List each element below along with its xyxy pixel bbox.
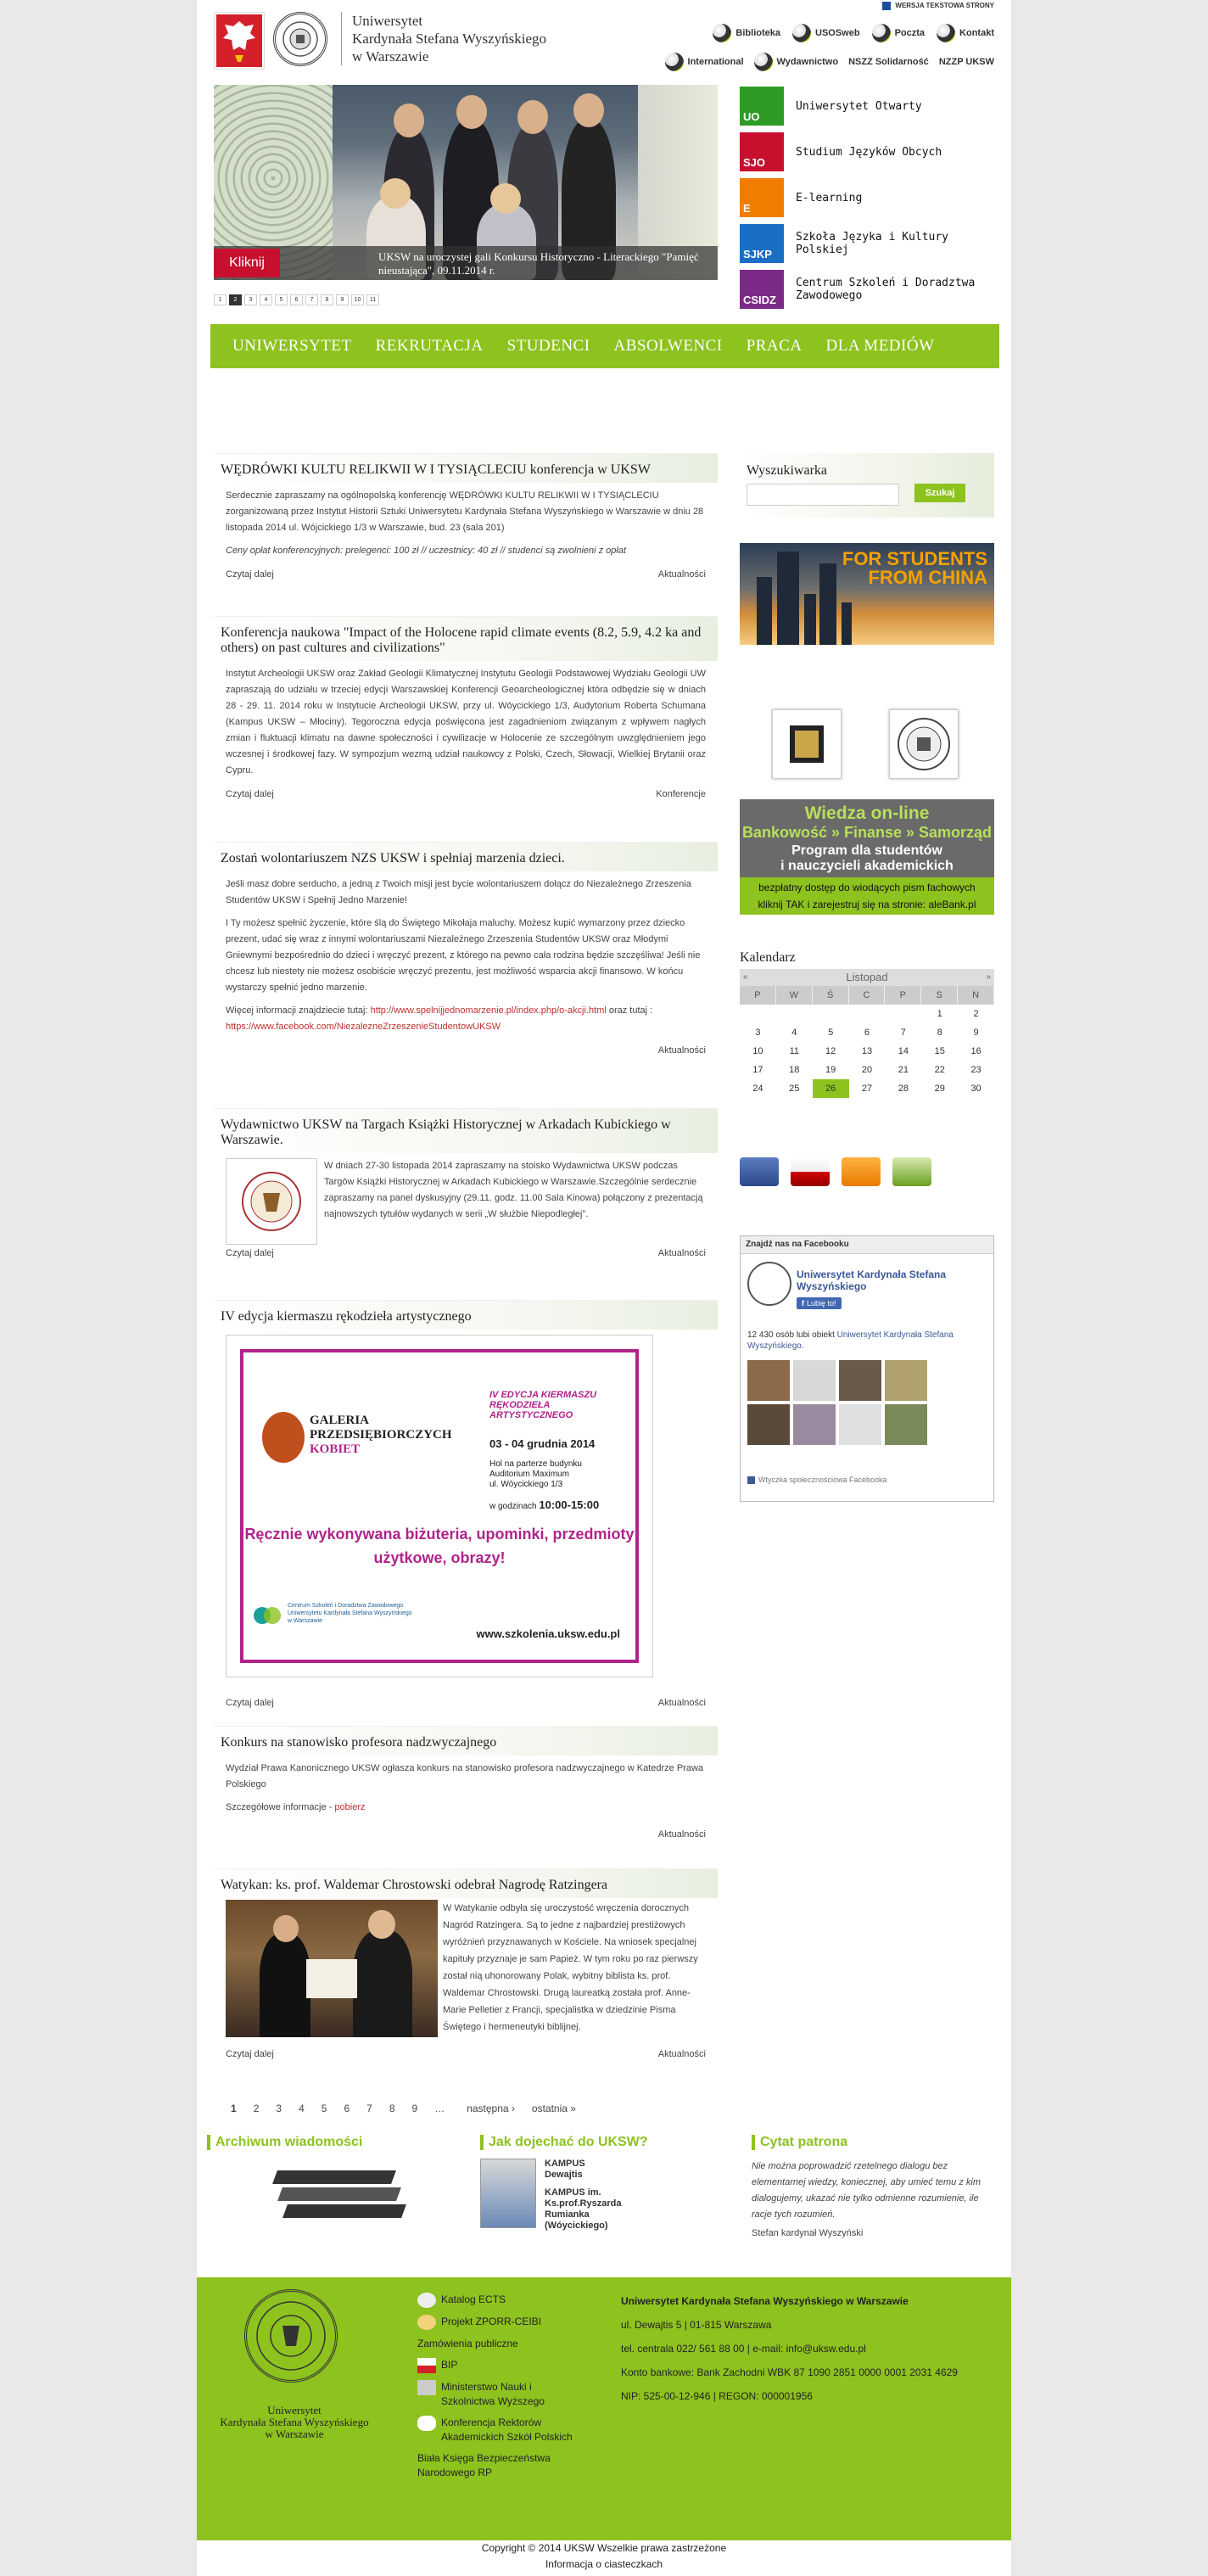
- read-more-link[interactable]: Czytaj dalej: [226, 2049, 274, 2059]
- category-link[interactable]: Aktualności: [657, 2049, 706, 2059]
- poster-tagline: Ręcznie wykonywana biżuteria, upominki, przedmioty użytkowe, obrazy!: [244, 1526, 635, 1566]
- calendar-day[interactable]: 19: [825, 1065, 836, 1075]
- university-name[interactable]: Uniwersytet Kardynała Stefana Wyszyńskiego w Warszawie: [341, 12, 546, 65]
- calendar-day[interactable]: 6: [864, 1028, 870, 1038]
- photo-person-head: [573, 93, 604, 127]
- poster-org: Centrum Szkoleń i Doradztwa Zawodowego Uniwersytetu Kardynała Stefana Wyszyńskiego w Warszawie: [288, 1603, 412, 1624]
- slider-page-4[interactable]: 4: [260, 294, 272, 305]
- calendar-day[interactable]: 14: [898, 1046, 909, 1056]
- calendar: [740, 950, 994, 1098]
- campus-links: [480, 2159, 735, 2232]
- article-title[interactable]: Konkurs na stanowisko profesora nadzwyczajnego: [214, 1726, 718, 1756]
- footer: [197, 2277, 1011, 2540]
- calendar-day[interactable]: 1: [937, 1009, 942, 1019]
- article-body: Jeśli masz dobre serducho, a jedną z Twoich misji jest bycie wolontariuszem dołącz do Niezależnego Zrzeszenia Studentów UKSW i Spełnij Jedno Marzenie! I Ty możesz spełnić życzenie, które ślą do Świętego Mikołaja maluchy. Możesz kupić wymarzony przez dziecko prezent, udać się wraz z innymi wolontariuszami Niezależnego Zrzeszenia Studentów UKSW oraz Młodymi Gniewnymi bezpośrednio do dzieci i wręczyć prezent, z którego na pewno cała rodzina będzie szczęśliwa! Jeśli nie chcesz lub niestety nie możesz osobiście wręczyć prezentu, jest możliwość wsparcia akcji finansowo. W końcu wystarczy spełnić jedno marzenie. Więcej informacji znajdziecie tutaj: http://www.spelnijjednomarzenie.pl/index.php/o-akcji.html oraz tutaj : https://www.facebook.com/NiezalezneZrzeszenieStudentowUKSW: [226, 879, 701, 1032]
- cookies-link[interactable]: Informacja o ciasteczkach: [545, 2558, 663, 2570]
- calendar-day[interactable]: 25: [789, 1084, 800, 1094]
- footer-link-krasp[interactable]: Konferencja Rektorów Akademickich Szkół Polskich: [417, 2416, 587, 2444]
- university-seal: [273, 12, 327, 66]
- top-links-row2: [665, 53, 994, 71]
- slider-pager: [214, 294, 379, 305]
- calendar-day[interactable]: 2: [973, 1009, 979, 1019]
- ministry-icon: [417, 2380, 436, 2395]
- skyline-building: [777, 552, 799, 645]
- footer-address: Uniwersytet Kardynała Stefana Wyszyńskiego w Warszawie ul. Dewajtis 5 | 01-815 Warszawa tel. centrala 022/ 561 88 00 | e-mail: info@uksw.edu.pl Konto bankowe: Bank Zachodni WBK 87 1090 2851 0000 0001 2031 4629 NIP: 525-00-12-946 | REGON: 000001956: [621, 2295, 958, 2402]
- publisher-seal-icon: [238, 1168, 305, 1235]
- facebook-page-name[interactable]: Uniwersytet Kardynała Stefana Wyszyńskiego: [797, 1268, 947, 1292]
- page-link: …: [434, 2103, 445, 2114]
- calendar-day-header: P: [740, 986, 776, 1005]
- nav-uniwersytet[interactable]: UNIWERSYTET: [232, 337, 352, 355]
- article-title[interactable]: IV edycja kiermaszu rękodzieła artystycznego: [214, 1300, 718, 1330]
- article-footer: [214, 786, 718, 803]
- main-nav: [210, 324, 999, 368]
- nszz-link[interactable]: NSZZ Solidarność: [848, 57, 929, 67]
- poster-woman-illustration: [262, 1412, 305, 1463]
- search-box: [740, 453, 994, 518]
- read-more-link[interactable]: Czytaj dalej: [226, 789, 274, 799]
- archive-title[interactable]: Archiwum wiadomości: [207, 2135, 461, 2150]
- calendar-day[interactable]: 28: [898, 1084, 909, 1094]
- publisher-link[interactable]: Wydawnictwo: [754, 53, 839, 71]
- calendar-day[interactable]: 4: [791, 1028, 797, 1038]
- calendar-day[interactable]: 22: [934, 1065, 945, 1075]
- facebook-link[interactable]: https://www.facebook.com/NiezalezneZrzeszenieStudentowUKSW: [226, 1022, 501, 1032]
- calendar-day[interactable]: 5: [828, 1028, 834, 1038]
- bank-cta: bezpłatny dostęp do wiodących pism fachowych kliknij TAK i zarejestruj się na stronie: aleBank.pl: [740, 877, 994, 915]
- quote-title: Cytat patrona: [752, 2135, 998, 2150]
- calendar-title: Kalendarz: [740, 950, 796, 965]
- slider-page-2[interactable]: 2: [229, 294, 242, 305]
- category-link[interactable]: Aktualności: [657, 1248, 706, 1258]
- nav-praca[interactable]: PRACA: [746, 337, 803, 355]
- calendar-day-header: Ś: [813, 986, 849, 1005]
- page-link[interactable]: 3: [276, 2103, 282, 2114]
- article-footer: [214, 2046, 718, 2063]
- krasp-icon: [417, 2416, 436, 2431]
- text-version-link[interactable]: WERSJA TEKSTOWA STRONY: [882, 2, 994, 10]
- globe-icon: [665, 53, 684, 71]
- library-icon: [713, 24, 731, 42]
- footer-links: [417, 2293, 587, 2487]
- footer-link-ministerstwo[interactable]: Ministerstwo Nauki i Szkolnictwa Wyższego: [417, 2380, 587, 2409]
- ratzinger-photo: [226, 1900, 438, 2037]
- campus-dewajtis-link[interactable]: KAMPUS Dewajtis: [545, 2159, 585, 2180]
- bip-icon: [417, 2358, 436, 2373]
- calendar-day[interactable]: 17: [752, 1065, 763, 1075]
- article-body: Serdecznie zapraszamy na ogólnopolską konferencję WĘDRÓWKI KULTU RELIKWII W I TYSIĄCLECIU zorganizowaną przez Instytut Historii Sztuki Uniwersytetu Kardynała Stefana Wyszyńskiego w Warszawie w dniu 28 listopada 2014 ul. Wójcickiego 1/3 w Warszawie, bud. 23 (sala 201) Ceny opłat konferencyjnych: prelegenci: 100 zł // uczestnicy: 40 zł // studenci są zwolnieni z opłat: [226, 490, 704, 556]
- footer-link-zporr[interactable]: Projekt ZPORR-CEIBI: [417, 2315, 587, 2330]
- article: [214, 453, 718, 583]
- footer-seal: [244, 2289, 338, 2383]
- page-link[interactable]: 8: [389, 2103, 395, 2114]
- unit-name: Uniwersytet Otwarty: [796, 99, 922, 113]
- unit-name: Centrum Szkoleń i Doradztwa Zawodowego: [796, 277, 976, 302]
- article: [214, 1868, 718, 2063]
- category-link[interactable]: Aktualności: [657, 1045, 706, 1056]
- unit-name: Szkoła Języka i Kultury Polskiej: [796, 231, 949, 256]
- article-title[interactable]: WĘDRÓWKI KULTU RELIKWII W I TYSIĄCLECIU konferencja w UKSW: [214, 453, 718, 483]
- calendar-day[interactable]: 10: [752, 1046, 763, 1056]
- nav-dla-mediow[interactable]: DLA MEDIÓW: [825, 337, 935, 355]
- calendar-day[interactable]: 30: [970, 1084, 982, 1094]
- facebook-small-icon: [747, 1476, 755, 1484]
- fan-avatar[interactable]: [747, 1404, 790, 1445]
- book-icon: [754, 53, 773, 71]
- youtube-icon[interactable]: [791, 1157, 830, 1186]
- category-link[interactable]: Aktualności: [657, 1829, 706, 1840]
- archive-box: [207, 2135, 461, 2223]
- page-link[interactable]: 2: [253, 2103, 260, 2114]
- partner-logo-2[interactable]: [889, 709, 959, 779]
- fan-avatar[interactable]: [885, 1360, 927, 1401]
- poster-url: www.szkolenia.uksw.edu.pl: [476, 1627, 620, 1640]
- fan-avatar[interactable]: [793, 1404, 836, 1445]
- facebook-page-link[interactable]: Uniwersytet Kardynała Stefana Wyszyńskiego.: [747, 1330, 954, 1351]
- article-footer: [214, 1694, 718, 1711]
- accessibility-icon: [882, 2, 891, 10]
- calendar-day: [849, 1005, 886, 1023]
- library-link[interactable]: Biblioteka: [713, 24, 780, 42]
- fan-avatar[interactable]: [839, 1404, 881, 1445]
- rss-icon[interactable]: [842, 1157, 881, 1186]
- calendar-day[interactable]: 7: [900, 1028, 906, 1038]
- china-students-banner[interactable]: [740, 543, 994, 645]
- directions-title[interactable]: Jak dojechać do UKSW?: [480, 2135, 735, 2150]
- unit-badge: E: [740, 178, 784, 217]
- search-row: [747, 484, 987, 506]
- nav-rekrutacja[interactable]: REKRUTACJA: [375, 337, 484, 355]
- partner-logos: [740, 704, 994, 789]
- directions-box: [480, 2135, 735, 2232]
- usosweb-link[interactable]: USOSweb: [792, 24, 860, 42]
- fan-avatar[interactable]: [885, 1404, 927, 1445]
- page-link[interactable]: 5: [321, 2103, 327, 2114]
- search-button[interactable]: Szukaj: [914, 484, 965, 502]
- unit-link-sjkp[interactable]: [740, 222, 994, 265]
- poster-hours: w godzinach 10:00-15:00: [489, 1498, 600, 1511]
- bank-program: Program dla studentów i nauczycieli akademickich: [780, 843, 954, 873]
- page-link[interactable]: 4: [299, 2103, 305, 2114]
- article-title[interactable]: Konferencja naukowa "Impact of the Holocene rapid climate events (8.2, 5.9, 4.2 ka and others) on past cultures and civilizations": [214, 616, 718, 661]
- unit-badge: CSIDZ: [740, 270, 784, 309]
- photo-person-head: [456, 95, 487, 129]
- article: [214, 1726, 718, 1843]
- usosweb-icon: [792, 24, 811, 42]
- slider-page-10[interactable]: 10: [351, 294, 364, 305]
- skyline-building: [757, 577, 772, 645]
- alebank-banner[interactable]: [740, 799, 994, 915]
- facebook-widget: [740, 1235, 994, 1502]
- unit-link-sjo[interactable]: [740, 131, 994, 173]
- page-link[interactable]: następna ›: [467, 2103, 515, 2114]
- facebook-f-icon: f: [802, 1299, 804, 1308]
- international-link[interactable]: International: [665, 53, 744, 71]
- newsletter-icon[interactable]: [892, 1157, 931, 1186]
- zporr-icon: [417, 2315, 436, 2330]
- calendar-day[interactable]: 26: [813, 1079, 849, 1098]
- calendar-day[interactable]: 20: [861, 1065, 873, 1075]
- bank-headline: Wiedza on-line Bankowość » Finanse » Samorząd: [741, 804, 993, 841]
- slider-click-button[interactable]: Kliknij: [214, 249, 280, 277]
- facebook-like-button[interactable]: f Lubię to!: [797, 1297, 842, 1309]
- article-footer: [214, 1042, 718, 1059]
- slider-page-8[interactable]: 8: [321, 294, 333, 305]
- article-footer: [214, 566, 718, 583]
- calendar-day: [740, 1005, 776, 1023]
- china-banner-text: FOR STUDENTS FROM CHINA: [842, 548, 987, 588]
- calendar-month: Listopad: [846, 971, 888, 983]
- page-link[interactable]: 7: [366, 2103, 372, 2114]
- article-body: W dniach 27-30 listopada 2014 zapraszamy na stoisko Wydawnictwa UKSW podczas Targów Książki Historycznej w Arkadach Kubickiego w Warszawie.Szczególnie serdecznie zapraszamy na panel dyskusyjny (29.11. godz. 11.00 Sala Kinowa) połączony z prezentacją najnowszych tytułów wydanych w serii „W służbie Niepodległej".: [214, 1153, 718, 1245]
- footer-link-biala-ksiega[interactable]: Biała Księga Bezpieczeństwa Narodowego RP: [417, 2452, 551, 2478]
- article-footer: [214, 1245, 718, 1262]
- publisher-logo: [226, 1158, 317, 1245]
- units-list: [740, 85, 994, 314]
- calendar-day[interactable]: 29: [934, 1084, 945, 1094]
- article-title[interactable]: Zostań wolontariuszem NZS UKSW i spełniaj marzenia dzieci.: [214, 842, 718, 871]
- calendar-day[interactable]: 9: [973, 1028, 979, 1038]
- calendar-day: [885, 1005, 921, 1023]
- skyline-building: [819, 563, 836, 645]
- unit-name: E-learning: [796, 191, 863, 204]
- article-body: Wydział Prawa Kanonicznego UKSW ogłasza konkurs na stanowisko profesora nadzwyczajnego w Katedrze Prawa Polskiego Szczegółowe informacje - pobierz: [226, 1763, 704, 1812]
- calendar-day-header: W: [776, 986, 813, 1005]
- facebook-page-avatar[interactable]: [747, 1262, 791, 1306]
- fan-avatar[interactable]: [747, 1360, 790, 1401]
- read-more-link[interactable]: Czytaj dalej: [226, 1248, 274, 1258]
- category-link[interactable]: Konferencje: [656, 789, 706, 799]
- footer-uni-name: Uniwersytet Kardynała Stefana Wyszyńskiego w Warszawie: [220, 2404, 369, 2440]
- poster-frame: [240, 1349, 639, 1663]
- article: [214, 616, 718, 803]
- unit-badge: SJO: [740, 132, 784, 171]
- unit-badge: SJKP: [740, 224, 784, 263]
- calendar-grid: [740, 986, 994, 1098]
- article-body: W Watykanie odbyła się uroczystość wręczenia dorocznych Nagród Ratzingera. Są to jedne z najbardziej prestiżowych wyróżnień przyznawanych w Kościele. Na wniosek specjalnej kapituły przyznaje je sam Papież. W tym roku po raz pierwszy został nią uhonorowany Polak, wybitny biblista ks. prof. Waldemar Chrostowski. Drugą laureatką została prof. Anne-Marie Pelletier z Francji, specjalistka w dziedzinie Pisma Świętego i hermeneutyki biblijnej.: [214, 1898, 718, 2042]
- external-link[interactable]: http://www.spelnijjednomarzenie.pl/index.php/o-akcji.html: [370, 1005, 607, 1016]
- calendar-day-header: C: [849, 986, 886, 1005]
- page-link[interactable]: ostatnia »: [531, 2103, 576, 2114]
- poster-brand: GALERIA PRZEDSIĘBIORCZYCH KOBIET: [310, 1414, 452, 1456]
- fair-poster[interactable]: [226, 1335, 653, 1677]
- csidz-logo-icon: [250, 1599, 284, 1632]
- quote-author: Stefan kardynał Wyszyński: [752, 2228, 864, 2238]
- photo-person-head: [394, 104, 424, 137]
- ects-icon: [417, 2293, 436, 2308]
- facebook-icon[interactable]: [740, 1157, 779, 1186]
- seal-icon: [890, 710, 958, 778]
- social-icons: [740, 1157, 931, 1186]
- page-link[interactable]: 6: [344, 2103, 350, 2114]
- calendar-day-header: P: [885, 986, 921, 1005]
- top-links-row1: [713, 24, 994, 42]
- seal-icon: [276, 14, 325, 64]
- page-link[interactable]: 9: [411, 2103, 418, 2114]
- article-body: Instytut Archeologii UKSW oraz Zakład Geologii Klimatycznej Instytutu Geologii Podstawowej Wydziału Geologii UW zapraszają do udziału w trzeciej edycji Warszawskiej Konferencji Geoarcheologicznej która odbędzie się w dniach 28 - 29. 11. 2014 roku w Instytucie Archeologii UKSW, przy ul. Wóycickiego 1/3, Audytorium Roberta Schumana (Kampus UKSW – Młociny). Tegoroczna edycja poświęcona jest zagadnieniom związanym z wpływem nagłych zmian i fluktuacji klimatu na dawne społeczności i cywilizacje w Holocenie ze szczególnym uwzględnieniem jego wczesnej i środkowej fazy. W sympozjum wezmą udział naukowcy z Polski, Czech, Słowacji, Wielkiej Brytanii oraz Cypru.: [226, 669, 706, 776]
- calendar-day[interactable]: 3: [755, 1028, 761, 1038]
- article-footer: [214, 1826, 718, 1843]
- unit-link-csidz[interactable]: [740, 268, 994, 311]
- quote-text: Nie można poprowadzić rzetelnego dialogu bez elementarnej wiedzy, koniecznej, aby umieć temu z kim dialogujemy, ukazać nie tylko odmienne rozumienie, ile racje tych rozumień.: [752, 2161, 982, 2220]
- mail-icon: [872, 24, 891, 42]
- quote-box: [752, 2135, 998, 2238]
- read-more-link[interactable]: Czytaj dalej: [226, 1698, 274, 1708]
- archive-binders-icon[interactable]: [275, 2164, 402, 2223]
- fan-avatar[interactable]: [839, 1360, 881, 1401]
- calendar-day[interactable]: 8: [937, 1028, 942, 1038]
- campus-list: [545, 2159, 621, 2232]
- read-more-link[interactable]: Czytaj dalej: [226, 569, 274, 580]
- calendar-day-header: N: [958, 986, 994, 1005]
- calendar-day[interactable]: 21: [898, 1065, 909, 1075]
- contact-icon: [937, 24, 955, 42]
- partner-logo-1[interactable]: [772, 709, 842, 779]
- calendar-day: [776, 1005, 813, 1023]
- slider-page-11[interactable]: 11: [366, 294, 379, 305]
- facebook-plugin-note: Wtyczka społecznościowa Facebooka: [747, 1476, 887, 1484]
- book-emblem-icon: [773, 710, 841, 778]
- unit-badge: UO: [740, 87, 784, 126]
- slider-page-3[interactable]: 3: [244, 294, 257, 305]
- calendar-header: [740, 969, 994, 986]
- calendar-next[interactable]: »: [986, 972, 991, 982]
- article: [214, 1300, 718, 1711]
- poster-place: Hol na parterze budynku Auditorium Maximum ul. Wóycickiego 1/3: [489, 1459, 582, 1489]
- unit-name: Studium Języków Obcych: [796, 145, 942, 159]
- photo-person-head: [517, 100, 548, 134]
- skyline-building: [842, 602, 852, 645]
- article-title[interactable]: Wydawnictwo UKSW na Targach Książki Historycznej w Arkadach Kubickiego w Warszawie.: [214, 1108, 718, 1153]
- category-link[interactable]: Aktualności: [657, 1698, 706, 1708]
- unit-link-e[interactable]: [740, 176, 994, 219]
- calendar-day[interactable]: 27: [861, 1084, 873, 1094]
- calendar-day[interactable]: 15: [934, 1046, 945, 1056]
- calendar-day-header: S: [921, 986, 958, 1005]
- seal-icon: [247, 2292, 335, 2380]
- facebook-widget-header: Znajdź nas na Facebooku: [741, 1236, 993, 1254]
- article: [214, 1108, 718, 1262]
- unit-link-uo[interactable]: [740, 85, 994, 127]
- calendar-prev[interactable]: «: [743, 972, 748, 982]
- page: [197, 0, 1011, 2576]
- poster-dates: 03 - 04 grudnia 2014: [489, 1437, 596, 1450]
- campus-sign-icon: [480, 2159, 536, 2228]
- calendar-day[interactable]: 11: [789, 1046, 799, 1056]
- fan-avatar[interactable]: [793, 1360, 836, 1401]
- calendar-day[interactable]: 23: [970, 1065, 982, 1075]
- footer-link-ects[interactable]: Katalog ECTS: [417, 2293, 587, 2308]
- nav-studenci[interactable]: STUDENCI: [506, 337, 590, 355]
- search-input[interactable]: [747, 484, 899, 506]
- slider-page-6[interactable]: 6: [290, 294, 303, 305]
- slider-page-7[interactable]: 7: [305, 294, 318, 305]
- nav-absolwenci[interactable]: ABSOLWENCI: [613, 337, 723, 355]
- facebook-like-count: 12 430 osób lubi obiekt Uniwersytet Kardynała Stefana Wyszyńskiego.: [747, 1330, 954, 1351]
- slider-caption[interactable]: UKSW na uroczystej gali Konkursu Historyczno - Literackiego "Pamięć nieustająca", 09.11.2014 r.: [378, 250, 699, 277]
- slider-page-9[interactable]: 9: [336, 294, 349, 305]
- footer-link-zamowienia[interactable]: Zamówienia publiczne: [417, 2338, 518, 2349]
- nzzp-link[interactable]: NZZP UKSW: [938, 57, 994, 67]
- poster-edition: IV EDYCJA KIERMASZU RĘKODZIEŁA ARTYSTYCZNEGO: [489, 1390, 597, 1420]
- eagle-emblem: [214, 12, 265, 70]
- calendar-day[interactable]: 18: [789, 1065, 800, 1075]
- slider-page-5[interactable]: 5: [275, 294, 288, 305]
- eagle-icon: [215, 13, 264, 69]
- calendar-day: [813, 1005, 849, 1023]
- calendar-day[interactable]: 16: [970, 1046, 982, 1056]
- photo-person-head: [490, 183, 521, 214]
- article-title[interactable]: Watykan: ks. prof. Waldemar Chrostowski odebrał Nagrodę Ratzingera: [214, 1868, 718, 1898]
- pagination: [231, 2103, 576, 2114]
- photo-person-head: [380, 178, 411, 209]
- search-title: Wyszukiwarka: [747, 463, 827, 478]
- calendar-day[interactable]: 12: [825, 1046, 836, 1056]
- contact-link[interactable]: Kontakt: [937, 24, 994, 42]
- campus-woycickiego-link[interactable]: KAMPUS im. Ks.prof.Ryszarda Rumianka (Wóycickiego): [545, 2187, 622, 2231]
- skyline-building: [804, 594, 816, 645]
- article: [214, 842, 718, 1059]
- copyright: Copyright © 2014 UKSW Wszelkie prawa zastrzeżone Informacja o ciasteczkach: [197, 2540, 1011, 2573]
- calendar-day[interactable]: 24: [752, 1084, 763, 1094]
- calendar-day[interactable]: 13: [861, 1046, 873, 1056]
- facebook-fans: [747, 1360, 926, 1445]
- page-link[interactable]: 1: [231, 2103, 237, 2114]
- category-link[interactable]: Aktualności: [657, 569, 706, 580]
- footer-link-bip[interactable]: BIP: [417, 2358, 587, 2373]
- slider-page-1[interactable]: 1: [214, 294, 226, 305]
- mail-link[interactable]: Poczta: [872, 24, 925, 42]
- download-link[interactable]: pobierz: [334, 1802, 366, 1812]
